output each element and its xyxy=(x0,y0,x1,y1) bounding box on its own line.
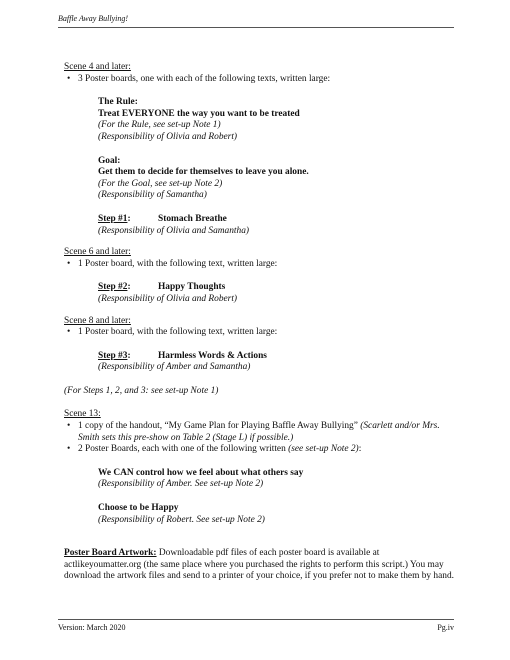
goal-note: (For the Goal, see set-up Note 2) xyxy=(98,178,223,189)
goal-block xyxy=(64,156,456,202)
board-2-block xyxy=(64,503,456,526)
rule-block xyxy=(64,97,456,143)
rule-responsibility: (Responsibility of Olivia and Robert) xyxy=(98,131,238,142)
board-1-block xyxy=(64,468,456,491)
scene-13-bullet-handout xyxy=(64,421,456,444)
step-2-block xyxy=(64,282,456,305)
artwork-paragraph xyxy=(64,548,456,583)
handout-note: (Scarlett and/or Mrs. Smith sets this pre-show on Table 2 (Stage L) if possible.) xyxy=(78,421,440,443)
step-1-block xyxy=(64,214,456,237)
scene-8-bullet: • 1 Poster board, with the following text, written large: xyxy=(64,327,456,339)
rule-label: The Rule: xyxy=(98,97,138,108)
handout-text: 1 copy of the handout, “My Game Plan for Playing Baffle Away Bullying” xyxy=(78,421,358,432)
step-1-label: Step #1 xyxy=(98,213,128,224)
board-2-responsibility: (Responsibility of Robert. See set-up Note 2) xyxy=(98,514,265,525)
scene-4-heading: Scene 4 and later: xyxy=(64,62,131,72)
step-3-label: Step #3 xyxy=(98,350,128,361)
step-3-colon: : xyxy=(127,350,131,361)
page-footer xyxy=(58,619,454,632)
scene-6-heading: Scene 6 and later: xyxy=(64,247,131,258)
posters-text: 2 Poster Boards, each with one of the following written xyxy=(78,444,286,455)
scene-8-heading: Scene 8 and later: xyxy=(64,315,131,326)
step-1-responsibility: (Responsibility of Olivia and Samantha) xyxy=(98,225,250,236)
step-2-line xyxy=(98,282,456,294)
footer-page-number: Pg.iv xyxy=(437,623,454,632)
step-3-title: Harmless Words & Actions xyxy=(158,350,267,361)
step-2-responsibility: (Responsibility of Olivia and Robert) xyxy=(98,293,238,304)
step-1-line xyxy=(98,214,456,226)
scene-13-heading: Scene 13: xyxy=(64,409,101,420)
scene-6-bullet: • 1 Poster board, with the following text, written large: xyxy=(64,259,456,271)
steps-note: (For Steps 1, 2, and 3: see set-up Note 1) xyxy=(64,385,219,396)
board-1-text: We CAN control how we feel about what others say xyxy=(98,467,304,478)
footer-version: Version: March 2020 xyxy=(58,623,126,632)
step-2-colon: : xyxy=(127,282,131,293)
goal-text: Get them to decide for themselves to leave you alone. xyxy=(98,167,309,178)
step-1-title: Stomach Breathe xyxy=(158,213,227,224)
scene-13-bullet-posters xyxy=(64,444,456,456)
posters-note: (see set-up Note 2) xyxy=(288,444,359,455)
page-header: Baffle Away Bullying! xyxy=(58,14,454,28)
scene-4-bullet: • 3 Poster boards, one with each of the following texts, written large: xyxy=(64,74,456,86)
step-3-responsibility: (Responsibility of Amber and Samantha) xyxy=(98,362,251,373)
board-1-responsibility: (Responsibility of Amber. See set-up Note 2) xyxy=(98,479,264,490)
step-2-title: Happy Thoughts xyxy=(158,282,226,293)
board-2-text: Choose to be Happy xyxy=(98,503,179,514)
artwork-text: Downloadable pdf files of each poster board is available at actlikeyoumatter.org (the same place where you purchased the rights to perform this script.) You may download the artwork files and send to a printer of your choice, if you prefer not to make them by hand. xyxy=(64,548,454,582)
artwork-label: Poster Board Artwork: xyxy=(64,548,157,559)
step-2-label: Step #2 xyxy=(98,282,128,293)
page-content xyxy=(64,62,456,583)
step-3-line xyxy=(98,351,456,363)
rule-text: Treat EVERYONE the way you want to be treated xyxy=(98,108,300,119)
rule-note: (For the Rule, see set-up Note 1) xyxy=(98,120,221,131)
step-3-block xyxy=(64,351,456,374)
goal-responsibility: (Responsibility of Samantha) xyxy=(98,190,207,201)
goal-label: Goal: xyxy=(98,155,121,166)
step-1-colon: : xyxy=(127,213,131,224)
posters-colon: : xyxy=(358,444,362,455)
